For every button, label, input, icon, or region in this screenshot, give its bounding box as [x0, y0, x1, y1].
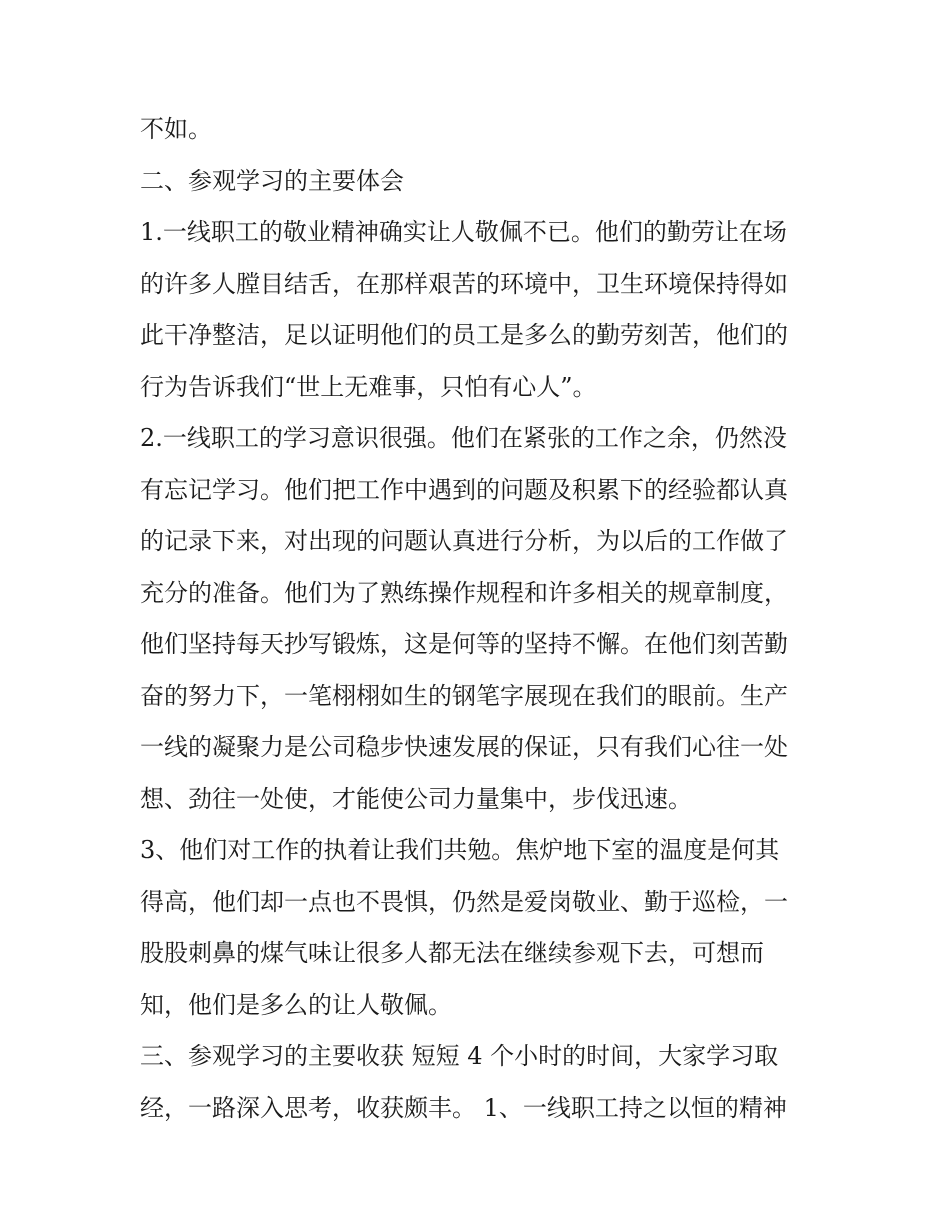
text-line: 的记录下来，对出现的问题认真进行分析，为以后的工作做了: [140, 527, 788, 555]
text-line: 得高，他们却一点也不畏惧，仍然是爱岗敬业、勤于巡检，一: [140, 887, 788, 916]
section-heading: 二、参观学习的主要体会: [140, 166, 404, 195]
section-heading: 三、参观学习的主要收获 短短 4 个小时的时间，大家学习取: [140, 1042, 779, 1070]
text-line: 不如。: [140, 115, 212, 143]
text-line: 他们坚持每天抄写锻炼，这是何等的坚持不懈。在他们刻苦勤: [140, 630, 788, 658]
document-body: [140, 104, 815, 1134]
text-line: 股股刺鼻的煤气味让很多人都无法在继续参观下去，可想而: [140, 939, 764, 967]
text-line: 知，他们是多么的让人敬佩。: [140, 990, 452, 1019]
text-line: 3、他们对工作的执着让我们共勉。焦炉地下室的温度是何其: [140, 836, 780, 864]
text-line: 想、劲往一处使，才能使公司力量集中，步伐迅速。: [140, 784, 692, 813]
text-line: 2.一线职工的学习意识很强。他们在紧张的工作之余，仍然没: [140, 424, 787, 452]
text-line: 有忘记学习。他们把工作中遇到的问题及积累下的经验都认真: [140, 475, 788, 504]
text-line: 1.一线职工的敬业精神确实让人敬佩不已。他们的勤劳让在场: [140, 218, 787, 246]
text-line: 的许多人膛目结舌，在那样艰苦的环境中，卫生环境保持得如: [140, 269, 788, 298]
text-line: 经，一路深入思考，收获颇丰。 1、一线职工持之以恒的精神: [140, 1093, 787, 1122]
text-line: 奋的努力下，一笔栩栩如生的钢笔字展现在我们的眼前。生产: [140, 681, 788, 710]
text-line: 充分的准备。他们为了熟练操作规程和许多相关的规章制度，: [140, 578, 788, 607]
text-line: 行为告诉我们“世上无难事，只怕有心人”。: [140, 372, 597, 401]
text-line: 一线的凝聚力是公司稳步快速发展的保证，只有我们心往一处: [140, 733, 788, 761]
text-line: 此干净整洁，足以证明他们的员工是多么的勤劳刻苦，他们的: [140, 321, 788, 349]
